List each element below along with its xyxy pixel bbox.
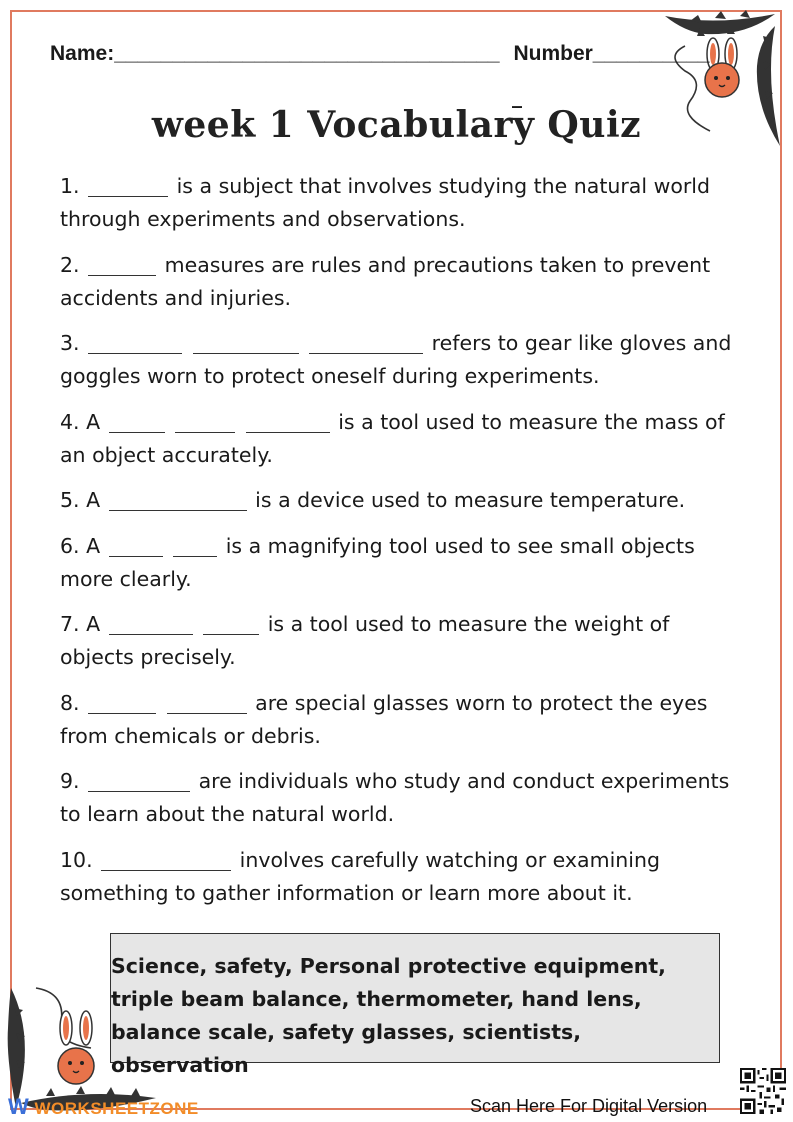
- question-7: [60, 608, 740, 674]
- question-number: 2.: [60, 252, 80, 277]
- question-5: [60, 484, 740, 517]
- worksheetzone-logo[interactable]: [8, 1094, 199, 1120]
- scan-instruction: Scan Here For Digital Version: [470, 1096, 708, 1116]
- qr-code-icon[interactable]: [740, 1068, 786, 1114]
- answer-blank[interactable]: [309, 331, 423, 354]
- answer-blank[interactable]: [88, 769, 190, 792]
- question-text: refers to gear like gloves and goggles worn to protect oneself during experiments.: [60, 331, 732, 388]
- answer-blank[interactable]: [193, 331, 299, 354]
- answer-blank[interactable]: [175, 410, 235, 433]
- question-number: 9.: [60, 769, 80, 793]
- question-1: [60, 170, 740, 236]
- answer-blank[interactable]: [88, 331, 182, 354]
- question-text: is a magnifying tool used to see small objects more clearly.: [60, 533, 695, 591]
- question-6: [60, 530, 740, 596]
- page-title: week 1 Vocabulary Quiz: [151, 104, 642, 146]
- number-field-label[interactable]: Number__________: [513, 42, 710, 65]
- question-prefix: A: [86, 409, 101, 434]
- name-field-label[interactable]: Name:_________________________________: [50, 42, 500, 65]
- question-prefix: A: [86, 612, 101, 636]
- answer-blank[interactable]: [173, 534, 217, 557]
- question-8: [60, 687, 740, 753]
- question-3: [60, 327, 740, 393]
- question-number: 8.: [60, 690, 80, 715]
- worksheetzone-logo-icon: W: [8, 1094, 30, 1119]
- question-number: 5.: [60, 488, 80, 512]
- answer-blank[interactable]: [109, 534, 163, 557]
- question-text: involves carefully watching or examining something to gather information or learn more about it.: [60, 847, 660, 905]
- question-text: is a subject that involves studying the natural world through experiments and observations.: [60, 174, 711, 231]
- answer-blank[interactable]: [101, 848, 231, 871]
- question-4: [60, 406, 740, 472]
- question-9: [60, 765, 740, 831]
- answer-blank[interactable]: [109, 410, 165, 433]
- answer-blank[interactable]: [167, 691, 247, 714]
- question-text: are special glasses worn to protect the eyes from chemicals or debris.: [60, 690, 708, 748]
- question-number: 4.: [60, 409, 80, 434]
- question-list: [60, 170, 740, 922]
- answer-blank[interactable]: [109, 488, 247, 511]
- answer-blank[interactable]: [203, 612, 259, 635]
- question-text: is a tool used to measure the weight of objects precisely.: [60, 612, 670, 669]
- question-2: [60, 249, 740, 315]
- question-prefix: A: [86, 533, 101, 558]
- answer-blank[interactable]: [109, 612, 193, 635]
- bunny-icon: [705, 38, 739, 97]
- question-number: 7.: [60, 612, 80, 636]
- question-10: [60, 844, 740, 910]
- word-bank-box: [110, 933, 720, 1077]
- logo-text: WORKSHEETZONE: [34, 1099, 199, 1118]
- answer-blank[interactable]: [246, 410, 330, 433]
- question-number: 10.: [60, 847, 93, 872]
- answer-blank[interactable]: [88, 174, 168, 197]
- word-bank-text: Science, safety, Personal protective equipment, triple beam balance, thermometer, hand lens, balance scale, safety glasses, scientists, observation: [111, 954, 666, 1077]
- number-field-tail: _: [512, 84, 522, 108]
- question-prefix: A: [86, 488, 101, 512]
- question-number: 3.: [60, 331, 80, 355]
- answer-blank[interactable]: [88, 691, 156, 714]
- answer-blank[interactable]: [88, 253, 156, 276]
- header-row: [50, 42, 710, 66]
- question-number: 6.: [60, 533, 80, 558]
- question-text: is a tool used to measure the mass of an object accurately.: [60, 409, 725, 467]
- question-text: is a device used to measure temperature.: [248, 488, 686, 512]
- question-number: 1.: [60, 174, 80, 198]
- question-text: measures are rules and precautions taken to prevent accidents and injuries.: [60, 252, 711, 310]
- question-text: are individuals who study and conduct experiments to learn about the natural world.: [60, 769, 730, 826]
